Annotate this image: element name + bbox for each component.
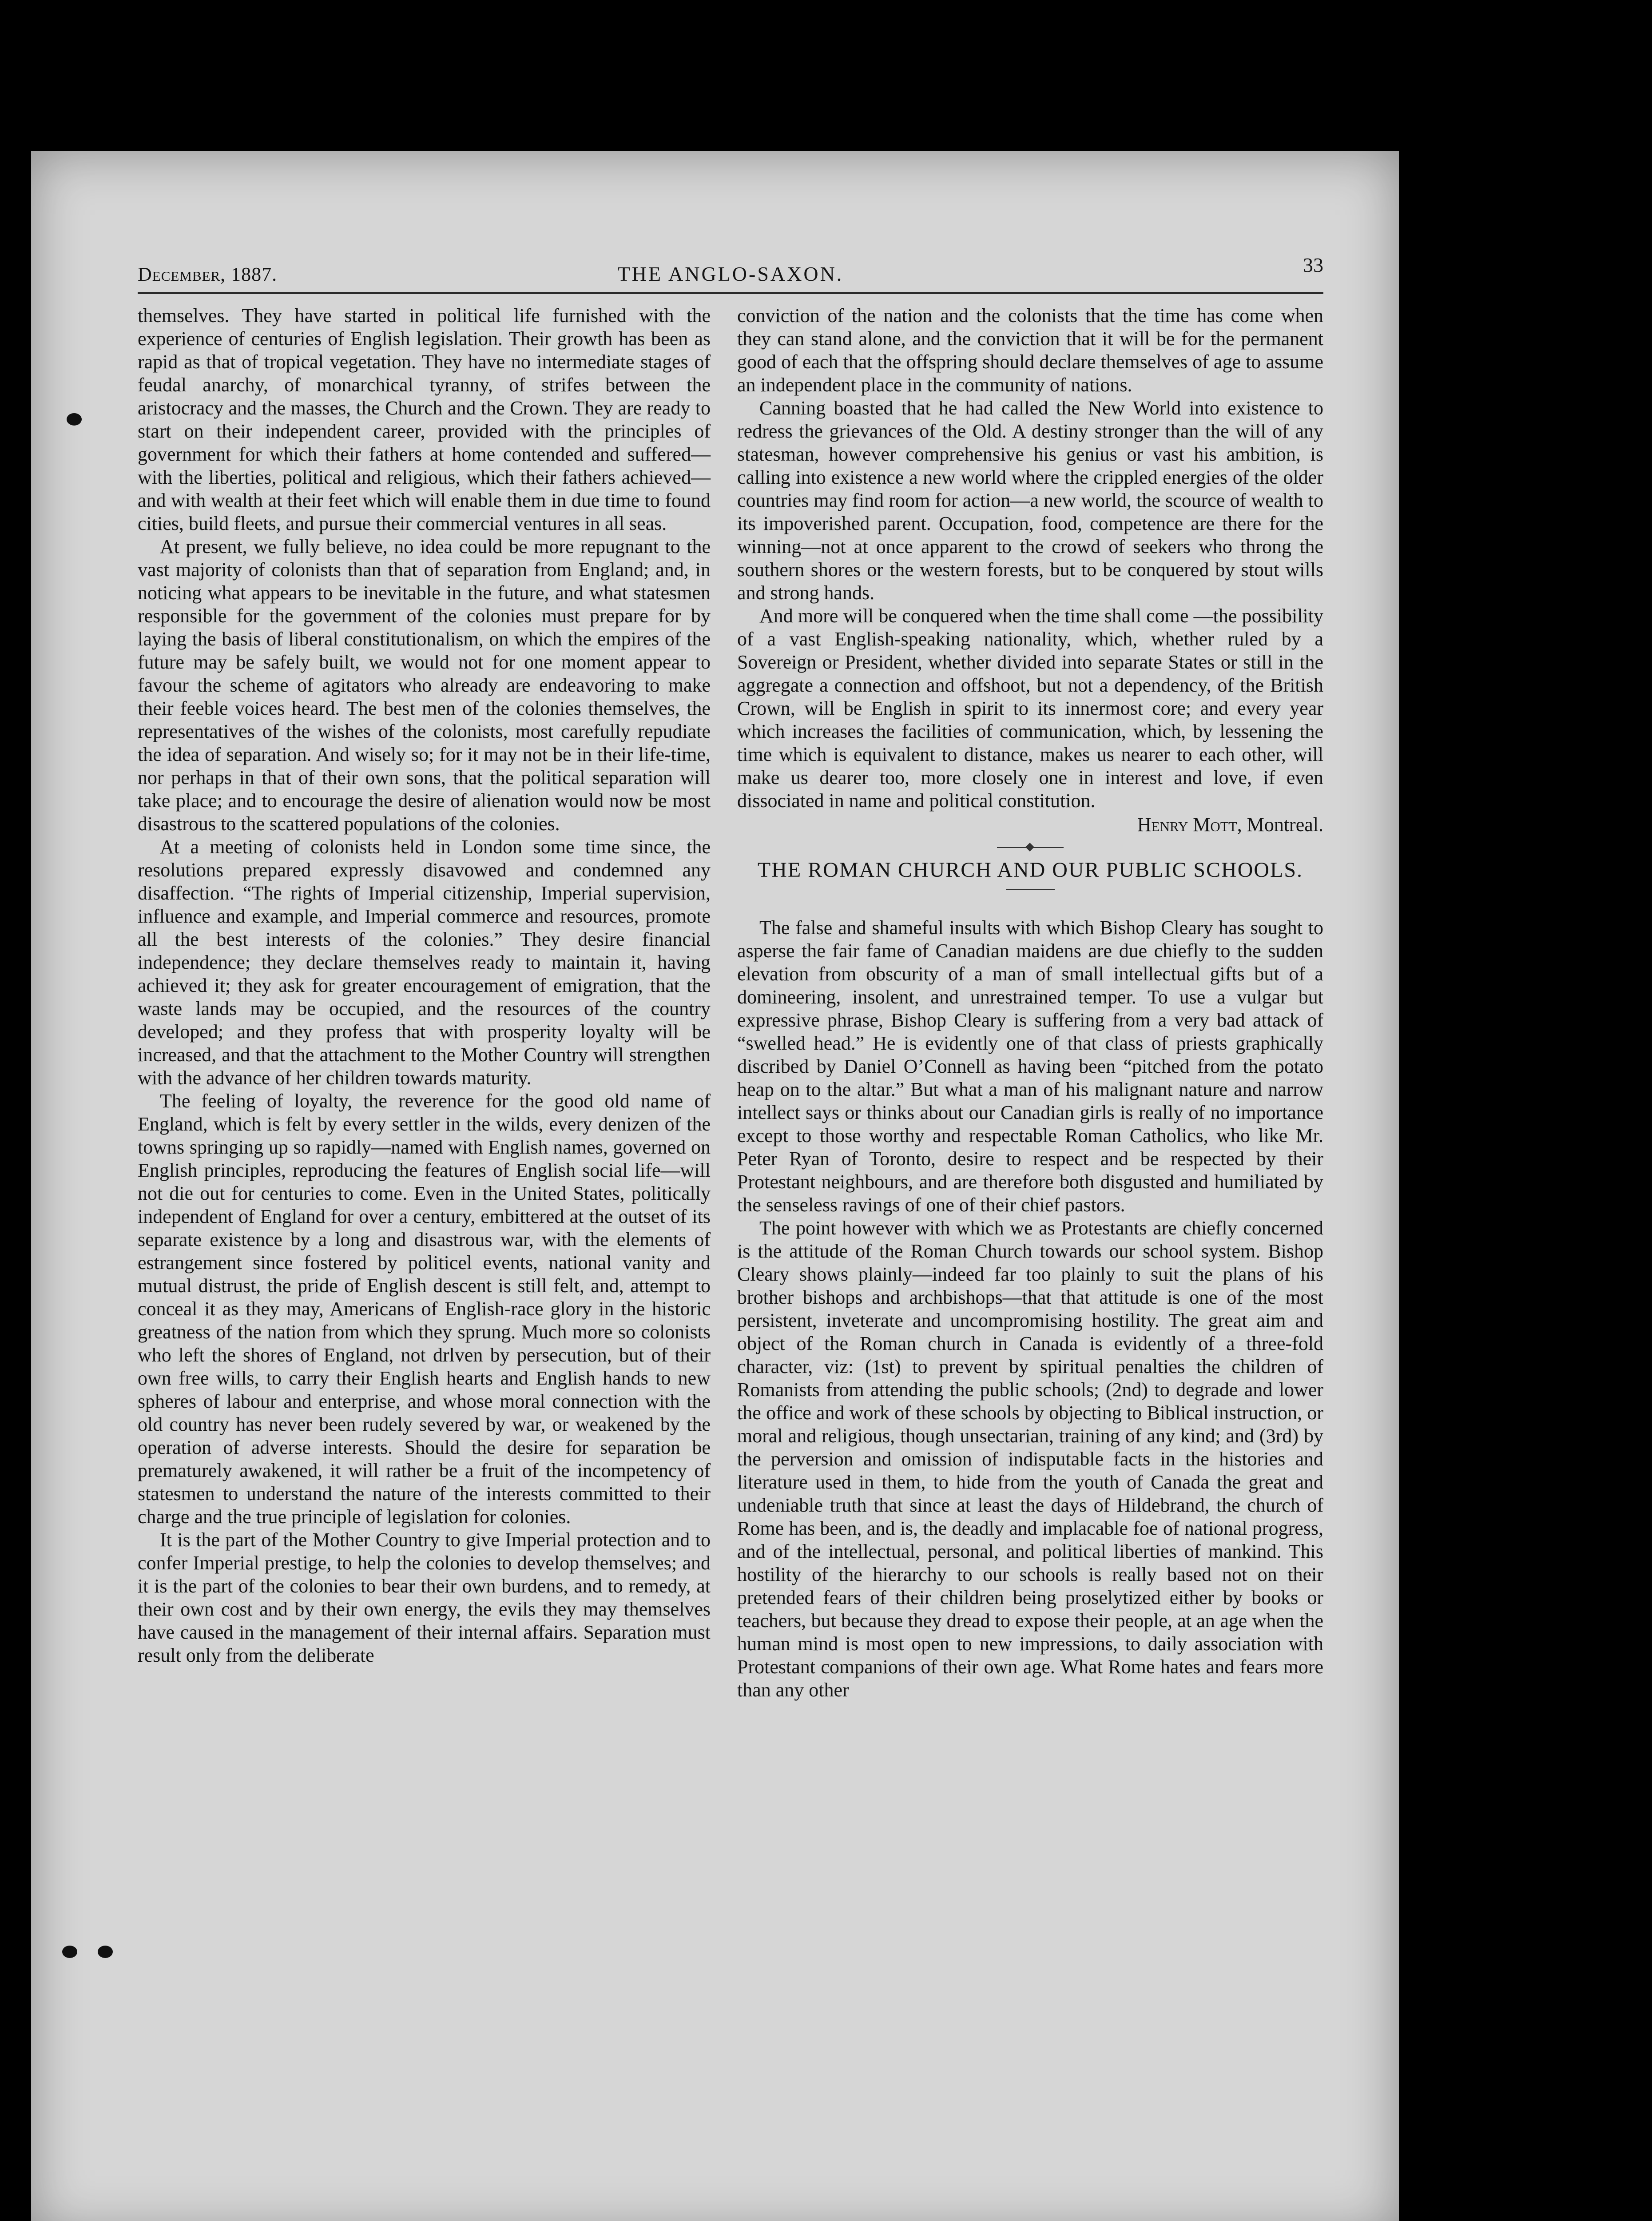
ink-blot [67, 413, 82, 426]
paragraph: It is the part of the Mother Country to give Imperial protection and to confer Imperial prestige, to help the colonies to develop themselves; and it is the part of the colonies to bear their own burdens, and to remedy, at their own cost and by their own energy, the evils they may themselves have caused in the management of their internal affairs. Separation must result only from the deliberate [138, 1529, 711, 1666]
paragraph: conviction of the nation and the colonists that the time has come when they can stand alone, and the conviction that it will be for the permanent good of each that the offspring should declare themselves of age to assume an independent place in the community of nations. [737, 305, 1323, 396]
paragraph: At present, we fully believe, no idea could be more repugnant to the vast majority of colonists than that of separation from England; and, in noticing what appears to be inevitable in the future, and what statesmen responsible for the government of the colonies must prepare for by laying the basis of liberal constitutionalism, on which the empires of the future may be safely built, we would not for one moment appear to favour the scheme of agitators who already are endeavoring to make their feeble voices heard. The best men of the colonies themselves, the representatives of the wishes of the colonists, most carefully repudiate the idea of separation. And wisely so; for it may not be in their life-time, nor perhaps in that of their own sons, that the political separation will take place; and to encourage the desire of alienation would now be most disastrous to the scattered populations of the colonies. [138, 536, 711, 835]
page-header [138, 253, 1323, 289]
paragraph: Canning boasted that he had called the New World into existence to redress the grievances of the Old. A destiny stronger than the will of any statesman, however comprehensive his genius or vast his ambition, is calling into existence a new world where the crippled energies of the older countries may find room for action—a new world, the scource of wealth to its impoverished parent. Occupation, food, competence are there for the winning—not at once apparent to the crowd of seekers who throng the southern shores or the western forests, but to be conquered by stout wills and strong hands. [737, 397, 1323, 604]
magazine-page [31, 151, 1399, 2221]
left-column [138, 304, 711, 1667]
publication-title: THE ANGLO-SAXON. [617, 263, 844, 285]
section-divider [997, 847, 1064, 848]
paragraph: The feeling of loyalty, the reverence for the good old name of England, which is felt by every settler in the wilds, every denizen of the towns springing up so rapidly—named with English names, governed on English principles, reproducing the features of English social life—will not die out for centuries to come. Even in the United States, politically independent of England for over a century, embittered at the outset of its separate existence by a long and disastrous war, with the elements of estrangement since fostered by politicel events, national vanity and mutual distrust, the pride of English descent is still felt, and, attempt to conceal it as they may, Americans of English-race glory in the historic greatness of the nation from which they sprung. Much more so colonists who left the shores of England, not drlven by persecution, but of their own free wills, to carry their English hearts and English hands to new spheres of labour and enterprise, and whose moral connection with the old country has never been rudely severed by war, or weakened by the operation of adverse interests. Should the desire for separation be prematurely awakened, it will rather be a fruit of the incompetency of statesmen to understand the nature of the interests committed to their charge and the true principle of legislation for colonies. [138, 1090, 711, 1528]
issue-date: December, 1887. [138, 263, 278, 285]
paragraph: themselves. They have started in political life furnished with the experience of centuries of English legislation. Their growth has been as rapid as that of tropical vegetation. They have no intermediate stages of feudal anarchy, of monarchical tyranny, of strifes between the aristocracy and the masses, the Church and the Crown. They are ready to start on their independent career, provided with the principles of government for which their fathers at home contended and suffered—with the liberties, political and religious, which their fathers achieved—and with wealth at their feet which will enable them in due time to found cities, build fleets, and pursue their commercial ventures in all seas. [138, 305, 711, 534]
article-title: THE ROMAN CHURCH AND OUR PUBLIC SCHOOLS. [737, 858, 1323, 890]
ink-blot [62, 1946, 77, 1958]
page-number: 33 [1303, 254, 1323, 276]
right-column [737, 304, 1323, 1702]
author-name: Henry Mott, [1137, 814, 1242, 836]
author-place: Montreal. [1247, 814, 1323, 836]
title-underline [1006, 889, 1055, 890]
ink-blot [98, 1946, 113, 1958]
author-signature [737, 813, 1323, 836]
paragraph: The false and shameful insults with which Bishop Cleary has sought to asperse the fair fame of Canadian maidens are due chiefly to the sudden elevation from obscurity of a man of small intellectual gifts but of a domineering, insolent, and unrestrained temper. To use a vulgar but expressive phrase, Bishop Cleary is suffering from a very bad attack of “swelled head.” He is evidently one of that class of priests graphically discribed by Daniel O’Connell as having been “pitched from the potato heap on to the altar.” But what a man of his malignant nature and narrow intellect says or thinks about our Canadian girls is really of no importance except to those worthy and respectable Roman Catholics, who like Mr. Peter Ryan of Toronto, desire to respect and be respected by their Protestant neighbours, and are therefore both disgusted and humiliated by the senseless ravings of one of their chief pastors. [737, 917, 1323, 1216]
paragraph: The point however with which we as Protestants are chiefly concerned is the attitude of the Roman Church towards our school system. Bishop Cleary shows plainly—indeed far too plainly to suit the plans of his brother bishops and archbishops—that that attitude is one of the most persistent, inveterate and uncompromising hostility. The great aim and object of the Roman church in Canada is evidently of a three-fold character, viz: (1st) to prevent by spiritual penalties the children of Romanists from attending the public schools; (2nd) to degrade and lower the office and work of these schools by objecting to Biblical instruction, or moral and religious, though unsectarian, training of any kind; and (3rd) by the perversion and omission of indisputable facts in the histories and literature used in them, to hide from the youth of Canada the great and undeniable truth that since at least the days of Hildebrand, the church of Rome has been, and is, the deadly and implacable foe of national progress, and of the intellectual, personal, and political liberties of mankind. This hostility of the hierarchy to our schools is really based not on their pretended fears of their children being proselytized either by books or teachers, but because they dread to expose their people, at an age when the human mind is most open to new impressions, to daily association with Protestant companions of their own age. What Rome hates and fears more than any other [737, 1217, 1323, 1701]
paragraph: At a meeting of colonists held in London some time since, the resolutions prepared expressly disavowed and condemned any disaffection. “The rights of Imperial citizenship, Imperial supervision, influence and example, and Imperial commerce and resources, promote all the best interests of the colonies.” They desire financial independence; they declare themselves ready to maintain it, having achieved it; they ask for greater encouragement of emigration, that the waste lands may be occupied, and the resources of the country developed; and they profess that with prosperity loyalty will be increased, and that the attachment to the Mother Country will strengthen with the advance of her children towards maturity. [138, 836, 711, 1089]
header-rule [138, 292, 1323, 294]
paragraph: And more will be conquered when the time shall come —the possibility of a vast English-speaking nationality, which, whether ruled by a Sovereign or President, whether divided into separate States or still in the aggregate a connection and offshoot, but not a dependency, of the British Crown, will be English in spirit to its innermost core; and every year which increases the facilities of communication, which, by lessening the time which is equivalent to distance, makes us nearer to each other, will make us dearer too, more closely one in interest and love, if even dissociated in name and political constitution. [737, 605, 1323, 812]
